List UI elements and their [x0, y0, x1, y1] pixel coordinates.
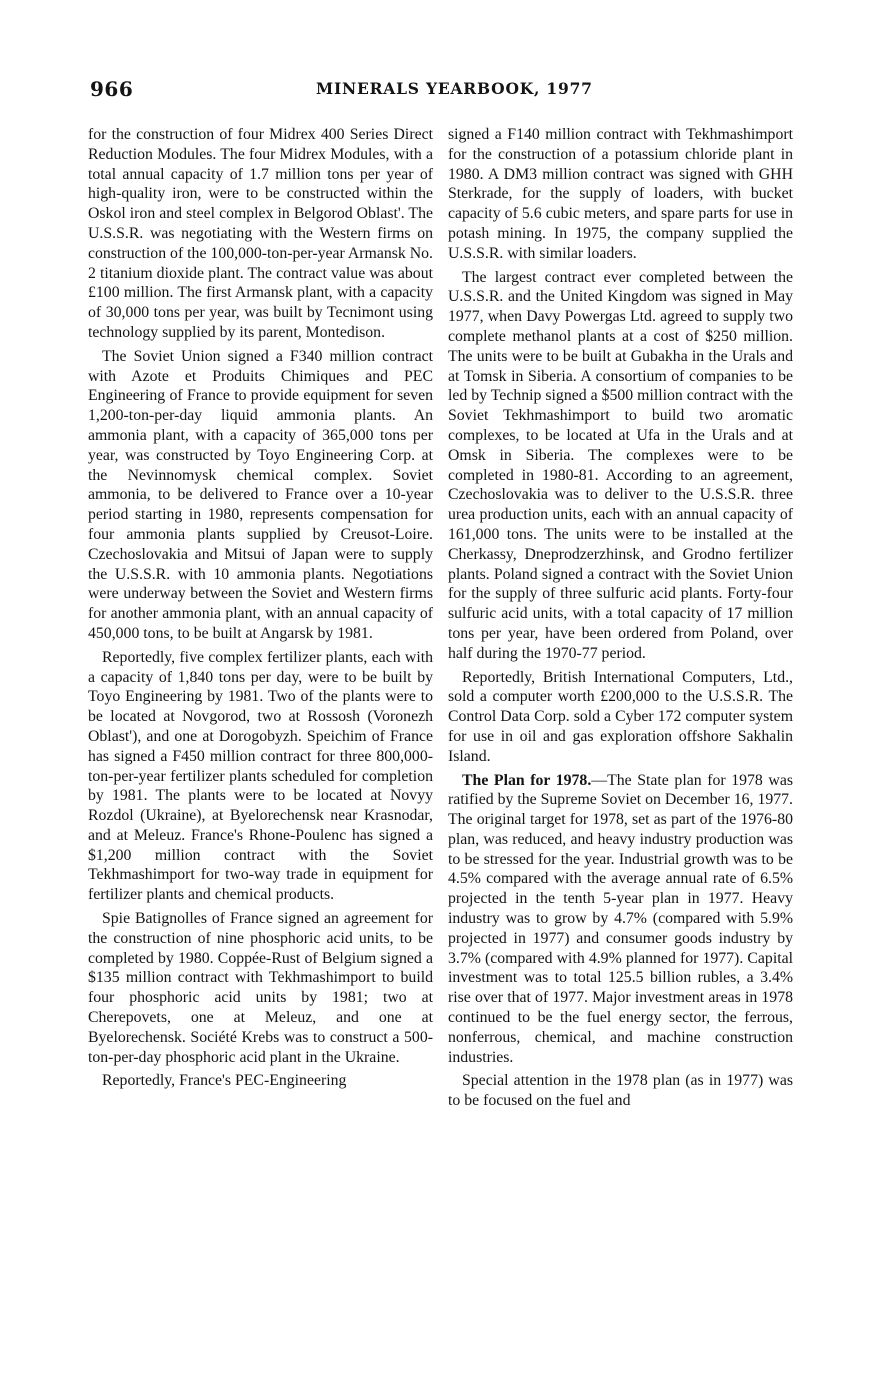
paragraph: signed a F140 million contract with Tekhmashimport for the construction of a potassium chloride plant in 1980. A DM3 million contract was signed with GHH Sterkrade, for the supply of loaders, with bucket capacity of 5.6 cubic meters, and spare parts for use in potash mining. In 1975, the company supplied the U.S.S.R. with similar loaders.: [448, 126, 793, 262]
left-column: [88, 125, 433, 1095]
paragraph: Special attention in the 1978 plan (as in 1977) was to be focused on the fuel and: [448, 1072, 793, 1110]
right-column: [448, 125, 793, 1115]
paragraph: Reportedly, five complex fertilizer plants, each with a capacity of 1,840 tons per day, were to be built by Toyo Engineering by 1981. Two of the plants were to be located at Novgorod, two at Rossosh (Voronezh Oblast'), and one at Dorogobyzh. Speichim of France has signed a F450 million contract for three 800,000-ton-per-year fertilizer plants scheduled for completion by 1981. The plants were to be located at Novyy Rozdol (Ukraine), at Byelorechensk near Krasnodar, and at Meleuz. France's Rhone-Poulenc has signed a $1,200 million contract with the Soviet Tekhmashimport for two-way trade in equipment for fertilizer plants and chemical products.: [88, 648, 433, 904]
paragraph: for the construction of four Midrex 400 Series Direct Reduction Modules. The four Midrex Modules, with a total annual capacity of 1.7 million tons per year of high-quality iron, were to be constructed within the Oskol iron and steel complex in Belgorod Oblast'. The U.S.S.R. was negotiating with the Western firms on construction of the 100,000-ton-per-year Armansk No. 2 titanium dioxide plant. The contract value was about £100 million. The first Armansk plant, with a capacity of 30,000 tons per year, was built by Tecnimont using technology supplied by its parent, Montedison.: [88, 126, 433, 341]
paragraph: The largest contract ever completed between the U.S.S.R. and the United Kingdom was signed in May 1977, when Davy Powergas Ltd. agreed to supply two complete methanol plants at a cost of $250 million. The units were to be built at Gubakha in the Urals and at Tomsk in Siberia. A consortium of companies to be led by Technip signed a $500 million contract with the Soviet Tekhmashimport to build two aromatic complexes, to be located at Ufa in the Urals and at Omsk in Siberia. The complexes were to be completed in 1980-81. According to an agreement, Czechoslovakia was to deliver to the U.S.S.R. three urea production units, each with an annual capacity of 161,000 tons. The units were to be installed at the Cherkassy, Dneprodzerzhinsk, and Grodno fertilizer plants. Poland signed a contract with the Soviet Union for the supply of three sulfuric acid plants. Forty-four sulfuric acid units, with a total capacity of 17 million tons per year, have been ordered from Poland, over half during the 1970-77 period.: [448, 268, 793, 662]
paragraph: Reportedly, British International Computers, Ltd., sold a computer worth £200,000 to the U.S.S.R. The Control Data Corp. sold a Cyber 172 computer system for use in oil and gas exploration offshore Sakhalin Island.: [448, 668, 793, 765]
paragraph: The Soviet Union signed a F340 million contract with Azote et Produits Chimiques and PEC Engineering of France to provide equipment for seven 1,200-ton-per-day liquid ammonia plants. An ammonia plant, with a capacity of 365,000 tons per year, was constructed by Toyo Engineering Corp. at the Nevinnomysk chemical complex. Soviet ammonia, to be delivered to France over a 10-year period starting in 1980, represents compensation for four ammonia plants supplied by Creusot-Loire. Czechoslovakia and Mitsui of Japan were to supply the U.S.S.R. with 10 ammonia plants. Negotiations were underway between the Soviet and Western firms for another ammonia plant, with an annual capacity of 450,000 tons, to be built at Angarsk by 1981.: [88, 347, 433, 642]
paragraph: Spie Batignolles of France signed an agreement for the construction of nine phosphoric acid units, to be completed by 1980. Coppée-Rust of Belgium signed a $135 million contract with Tekhmashimport to build four phosphoric acid units by 1981; two at Cherepovets, one at Meleuz, and one at Byelorechensk. Société Krebs was to construct a 500-ton-per-day phosphoric acid plant in the Ukraine.: [88, 910, 433, 1066]
page-number: 966: [90, 77, 134, 101]
paragraph: Reportedly, France's PEC-Engineering: [102, 1072, 347, 1090]
running-head: MINERALS YEARBOOK, 1977: [316, 79, 593, 98]
section-heading: The Plan for 1978.: [462, 771, 592, 789]
paragraph-text: —The State plan for 1978 was ratified by the Supreme Soviet on December 16, 1977. The original target for 1978, set as part of the 1976-80 plan, was reduced, and heavy industry production was to be stressed for the year. Industrial growth was to be 4.5% compared with the average annual rate of 6.5% projected in the tenth 5-year plan in 1977. Heavy industry was to grow by 4.7% (compared with 5.9% projected in 1977) and consumer goods industry by 3.7% (compared with 4.9% planned for 1977). Capital investment was to total 125.5 billion rubles, a 3.4% rise over that of 1977. Major investment areas in 1978 continued to be the fuel energy sector, the ferrous, nonferrous, chemical, and machine construction industries.: [448, 771, 793, 1066]
paragraph-plan-1978: [448, 771, 793, 1068]
